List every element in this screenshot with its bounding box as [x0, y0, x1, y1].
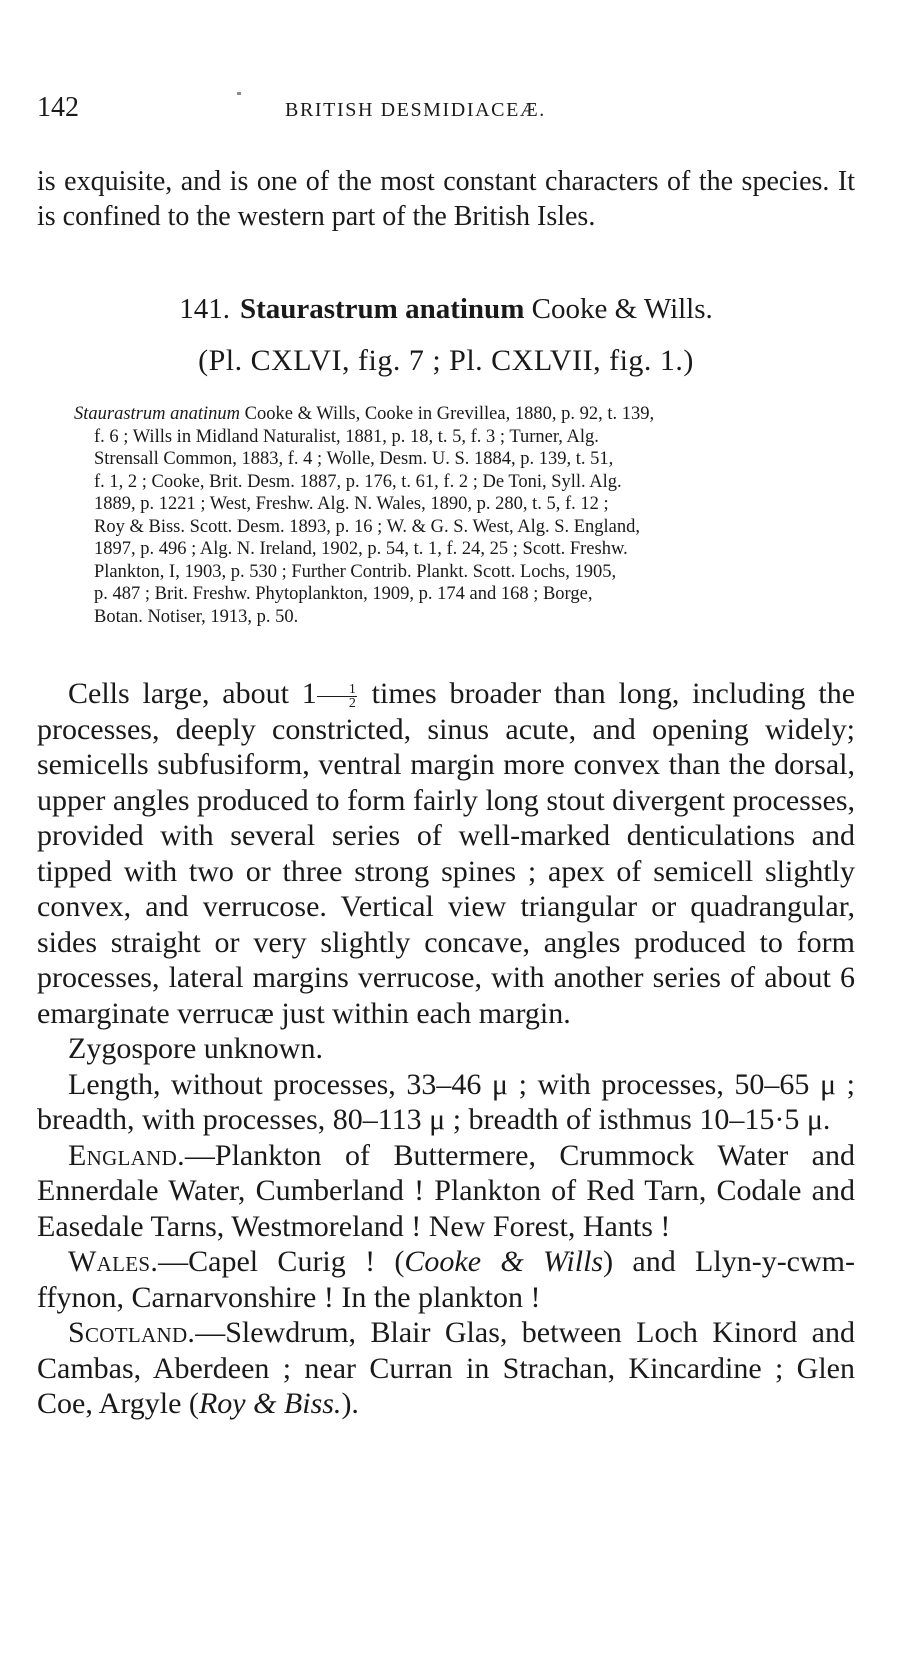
species-number: 141. [179, 293, 230, 325]
dimensions-paragraph: Length, without processes, 33–46 μ ; with processes, 50–65 μ ; breadth, with processes, 80–113 μ ; breadth of isthmus 10–15·5 μ. [37, 1067, 855, 1136]
synonymy-line: Roy & Biss. Scott. Desm. 1893, p. 16 ; W. & G. S. West, Alg. S. England, [94, 516, 641, 537]
region-label-england: England. [68, 1138, 185, 1172]
region-label-wales: Wales. [68, 1245, 159, 1278]
distribution-england: England.—Plankton of Buttermere, Crummock Water and Ennerdale Water, Cumberland ! Plankton of Red Tarn, Codale and Easedale Tarns, Westmoreland ! New Forest, Hants ! [37, 1138, 855, 1243]
region-label-scotland: Scotland. [68, 1316, 196, 1349]
description-body [37, 676, 855, 1422]
running-head [37, 92, 855, 128]
distribution-scotland: Scotland.—Slewdrum, Blair Glas, between Loch Kinord and Cambas, Aberdeen ; near Curran in Strachan, Kincardine ; Glen Coe, Argyle (Roy & Biss.). [37, 1316, 855, 1420]
synonymy-line: Staurastrum anatinum Cooke & Wills, Cooke in Grevillea, 1880, p. 92, t. 139, [74, 404, 655, 424]
synonymy-line: f. 1, 2 ; Cooke, Brit. Desm. 1887, p. 176, t. 61, f. 2 ; De Toni, Syll. Alg. [94, 471, 622, 492]
synonymy-name: Staurastrum anatinum [74, 404, 241, 424]
species-authority: Cooke & Wills. [531, 293, 713, 325]
synonymy-line: Strensall Common, 1883, f. 4 ; Wolle, Desm. U. S. 1884, p. 139, t. 51, [94, 449, 614, 469]
carry-over-paragraph: is exquisite, and is one of the most constant characters of the species. It is confined to the western part of the British Isles. [37, 166, 855, 232]
fraction-one-half: $\frac{1}{2}$ [317, 683, 357, 710]
synonymy-line: 1889, p. 1221 ; West, Freshw. Alg. N. Wales, 1890, p. 280, t. 5, f. 12 ; [94, 494, 609, 514]
page-number: 142 [37, 92, 79, 123]
cell-description: Cells large, about 1 $\frac{1}{2}$ times broader than long, including the processes, deeply constricted, sinus acute, and opening widely; semicells subfusiform, ventral margin more convex than the dorsal, upper angles produced to form fairly long stout divergent processes, provided with several series of well-marked denticulations and tipped with two or three strong spines ; apex of semicell slightly convex, and verrucose. Vertical view triangular or quadrangular, sides straight or very slightly concave, angles produced to form processes, lateral margins verrucose, with another series of about 6 emarginate verrucæ just within each margin. [37, 677, 856, 1030]
species-name: Staurastrum anatinum [239, 293, 525, 325]
distribution-wales: Wales.—Capel Curig ! (Cooke & Wills) and Llyn-y-cwm-ffynon, Carnarvonshire ! In the plankton ! [37, 1245, 855, 1314]
plate-reference: (Pl. CXLVI, fig. 7 ; Pl. CXLVII, fig. 1.) [198, 344, 694, 377]
synonymy-line: f. 6 ; Wills in Midland Naturalist, 1881, p. 18, t. 5, f. 3 ; Turner, Alg. [94, 426, 599, 447]
synonymy-block [74, 403, 855, 628]
synonymy-line: Botan. Notiser, 1913, p. 50. [94, 606, 299, 627]
synonymy-line: 1897, p. 496 ; Alg. N. Ireland, 1902, p. 54, t. 1, f. 24, 25 ; Scott. Freshw. [94, 539, 628, 559]
synonymy-line: Plankton, I, 1903, p. 530 ; Further Contrib. Plankt. Scott. Lochs, 1905, [94, 561, 617, 582]
synonymy-line: p. 487 ; Brit. Freshw. Phytoplankton, 1909, p. 174 and 168 ; Borge, [94, 584, 593, 604]
species-heading [37, 293, 855, 326]
zygospore-note: Zygospore unknown. [68, 1032, 323, 1065]
running-title: BRITISH DESMIDIACEÆ. [285, 99, 546, 121]
